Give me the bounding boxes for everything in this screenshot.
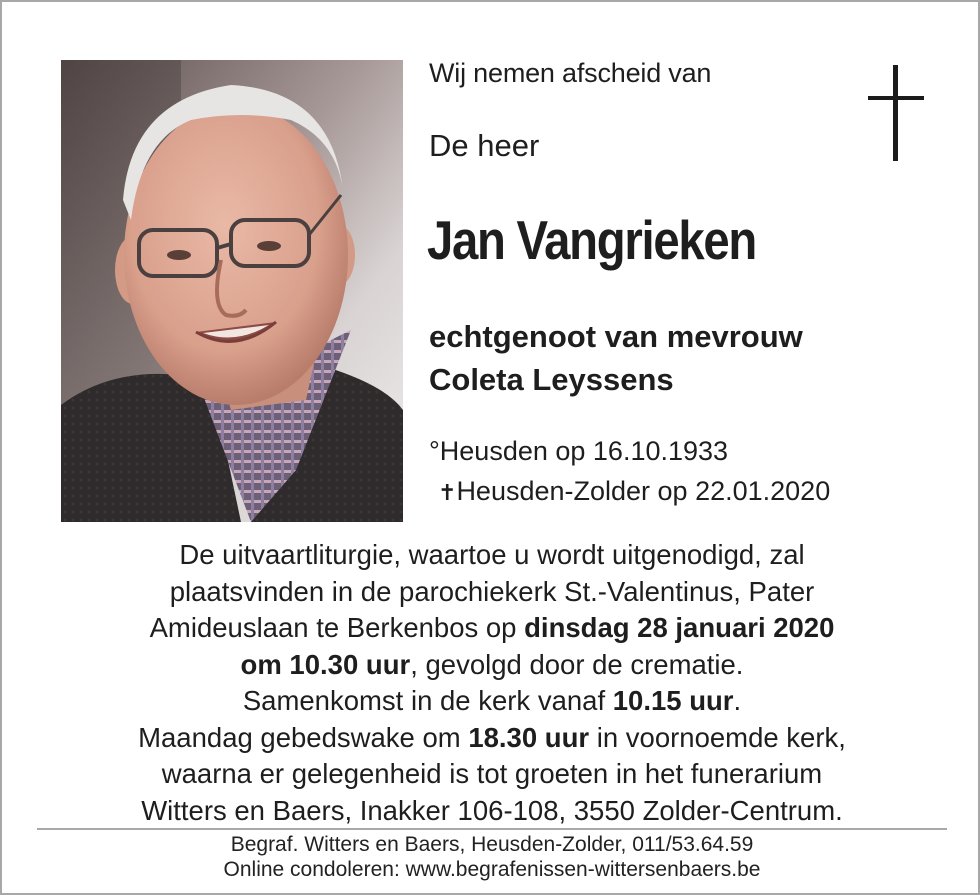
details-line: [42, 683, 942, 720]
details-line: [42, 647, 942, 684]
latin-cross-icon: [868, 65, 924, 161]
honorific: De heer: [429, 128, 540, 163]
details-text: Maandag gebedswake om: [138, 721, 469, 753]
details-text: , gevolgd door de crematie.: [410, 648, 744, 680]
details-line: De uitvaartliturgie, waartoe u wordt uitgenodigd, zal: [179, 539, 805, 570]
spouse-name: Coleta Leyssens: [429, 362, 674, 397]
portrait-photo: [61, 60, 403, 522]
spouse-block: [429, 315, 803, 401]
details-text: in voornoemde kerk,: [589, 721, 846, 753]
intro-text: Wij nemen afscheid van: [429, 58, 712, 88]
spouse-line-1: echtgenoot van mevrouw: [429, 319, 803, 354]
divider: [37, 828, 947, 830]
deceased-name: Jan Vangrieken: [427, 209, 756, 271]
gathering-time: 10.15 uur: [612, 685, 734, 716]
details-text: Amideuslaan te Berkenbos op: [149, 612, 525, 643]
service-date: dinsdag 28 januari 2020: [524, 612, 835, 643]
online-condolence-link[interactable]: Online condoleren: www.begrafenissen-wittersenbaers.be: [223, 858, 761, 881]
small-cross-icon: ✝: [438, 480, 457, 505]
death-date: Heusden-Zolder op 22.01.2020: [456, 476, 831, 506]
funeral-details: [42, 537, 942, 829]
details-line: Witters en Baers, Inakker 106-108, 3550 Zolder-Centrum.: [141, 794, 843, 826]
footer: [42, 832, 942, 882]
details-text: Samenkomst in de kerk vanaf: [242, 685, 613, 716]
birth-date: °Heusden op 16.10.1933: [429, 436, 729, 466]
details-line: [42, 720, 942, 757]
death-date-row: [429, 471, 830, 513]
vigil-time: 18.30 uur: [468, 721, 590, 753]
undertaker-info: Begraf. Witters en Baers, Heusden-Zolder, 011/53.64.59: [230, 833, 754, 856]
details-line: [42, 610, 942, 647]
service-time: om 10.30 uur: [240, 648, 411, 680]
details-line: plaatsvinden in de parochiekerk St.-Valentinus, Pater: [169, 575, 815, 607]
details-text: .: [733, 685, 742, 716]
life-dates: [429, 431, 830, 513]
details-line: waarna er gelegenheid is tot groeten in het funerarium: [161, 758, 823, 789]
